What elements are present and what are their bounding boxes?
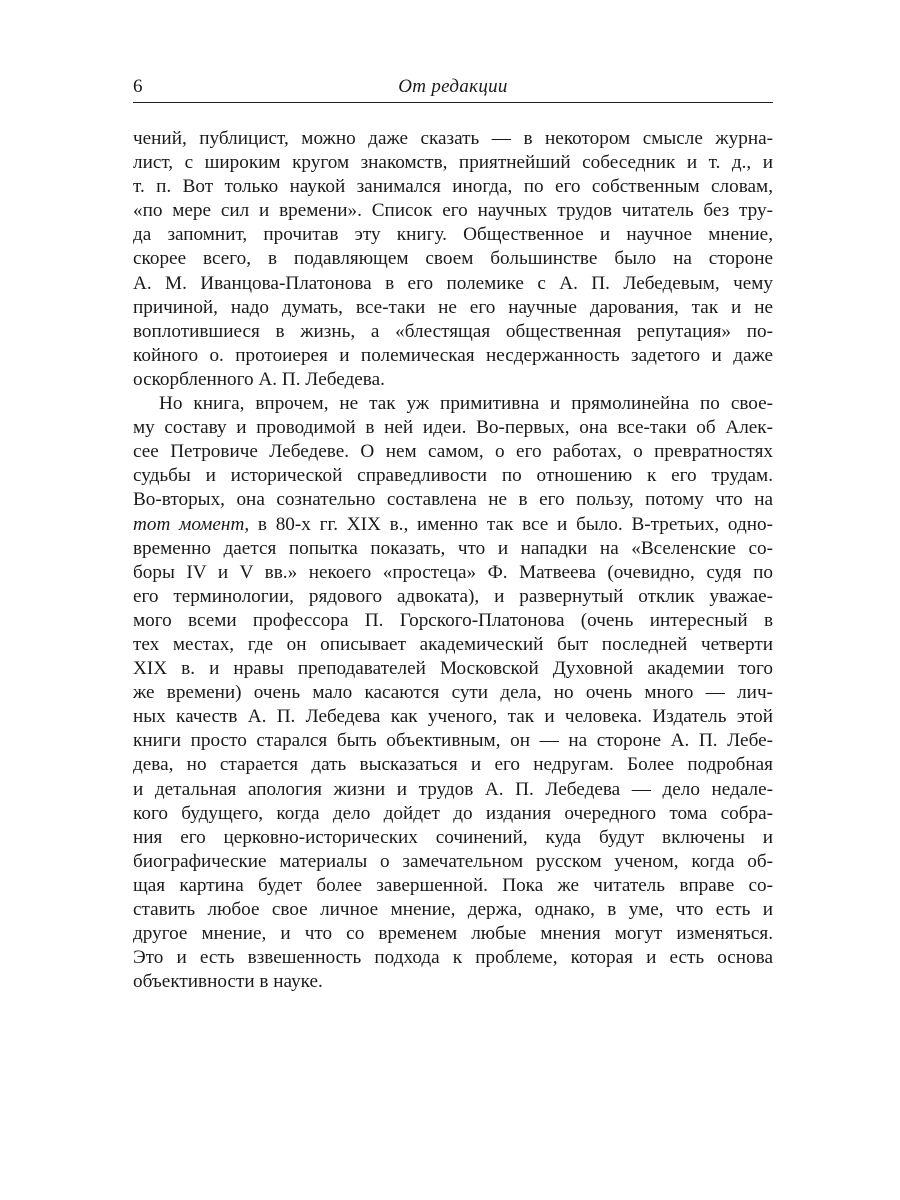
text-line: книги просто старался быть объективным, он — на стороне А. П. Лебе- [133,730,773,752]
text-line: дева, но старается дать высказаться и его недругам. Более подробная [133,754,773,776]
text-line: скорее всего, в подавляющем своем большинстве было на стороне [133,248,773,270]
text-line: ния его церковно-исторических сочинений, куда будут включены и [133,826,773,848]
text-line: чений, публицист, можно даже сказать — в некотором смысле журна- [133,128,773,149]
text-line: койного о. протоиерея и полемическая несдержанность задетого и даже [133,344,773,366]
text-line: кого будущего, когда дело дойдет до издания очередного тома собра- [133,802,773,824]
text-line: же времени) очень мало касаются сути дела, но очень много — лич- [133,682,773,704]
text-line: да запомнит, прочитав эту книгу. Общественное и научное мнение, [133,224,773,246]
text-line: его терминологии, рядового адвоката), и развернутый отклик уважае- [133,585,773,607]
paragraph-1 [133,127,773,392]
text-line: оскорбленного А. П. Лебедева. [133,368,385,390]
running-header [133,76,773,103]
text-line: причиной, надо думать, все-таки не его научные дарования, так и не [133,296,773,318]
text-line: временно дается попытка показать, что и нападки на «Вселенские со- [133,537,773,559]
text-line: Во-вторых, она сознательно составлена не в его пользу, потому что на [133,489,773,511]
paragraph-2 [133,392,773,994]
text-line: т. п. Вот только наукой занимался иногда, по его собственным словам, [133,176,773,198]
text-line: Но книга, впрочем, не так уж примитивна и прямолинейна по свое- [159,393,773,415]
text-line: XIX в. и нравы преподавателей Московской Духовной академии того [133,658,773,680]
emphasis: тот момент [133,513,245,535]
text-line: «по мере сил и времени». Список его научных трудов читатель без тру- [133,200,773,222]
text-line: и детальная апология жизни и трудов А. П. Лебедева — дело недале- [133,778,773,800]
text-line: Это и есть взвешенность подхода к проблеме, которая и есть основа [133,947,773,969]
text-line: му составу и проводимой в ней идеи. Во-первых, она все-таки об Алек- [133,417,773,439]
text-line: биографические материалы о замечательном русском ученом, когда об- [133,850,773,872]
text-line: А. М. Иванцова-Платонова в его полемике с А. П. Лебедевым, чему [133,272,773,294]
body-text [133,127,773,994]
text-line: мого всеми профессора П. Горского-Платонова (очень интересный в [133,609,773,631]
page-number: 6 [133,76,143,97]
text-line: ных качеств А. П. Лебедева как ученого, так и человека. Издатель этой [133,706,773,728]
text-line: щая картина будет более завершенной. Пока же читатель вправе со- [133,874,773,896]
text-line: ставить любое свое личное мнение, держа, однако, в уме, что есть и [133,899,773,920]
text-line: воплотившиеся в жизнь, а «блестящая общественная репутация» по- [133,320,773,342]
text-line: судьбы и исторической справедливости по отношению к его трудам. [133,465,773,487]
text-line: объективности в науке. [133,971,323,993]
text-line: лист, с широким кругом знакомств, приятнейший собеседник и т. д., и [133,152,773,174]
text-line: другое мнение, и что со временем любые мнения могут изменяться. [133,923,773,945]
text-line: тот момент, в 80-х гг. XIX в., именно так все и было. В-третьих, одно- [133,513,773,535]
running-title: От редакции [398,76,508,97]
text-line: тех местах, где он описывает академический быт последней четверти [133,633,773,655]
text-line: сее Петровиче Лебедеве. О нем самом, о его работах, о превратностях [133,441,773,463]
text-line: боры IV и V вв.» некоего «простеца» Ф. Матвеева (очевидно, судя по [133,561,773,583]
